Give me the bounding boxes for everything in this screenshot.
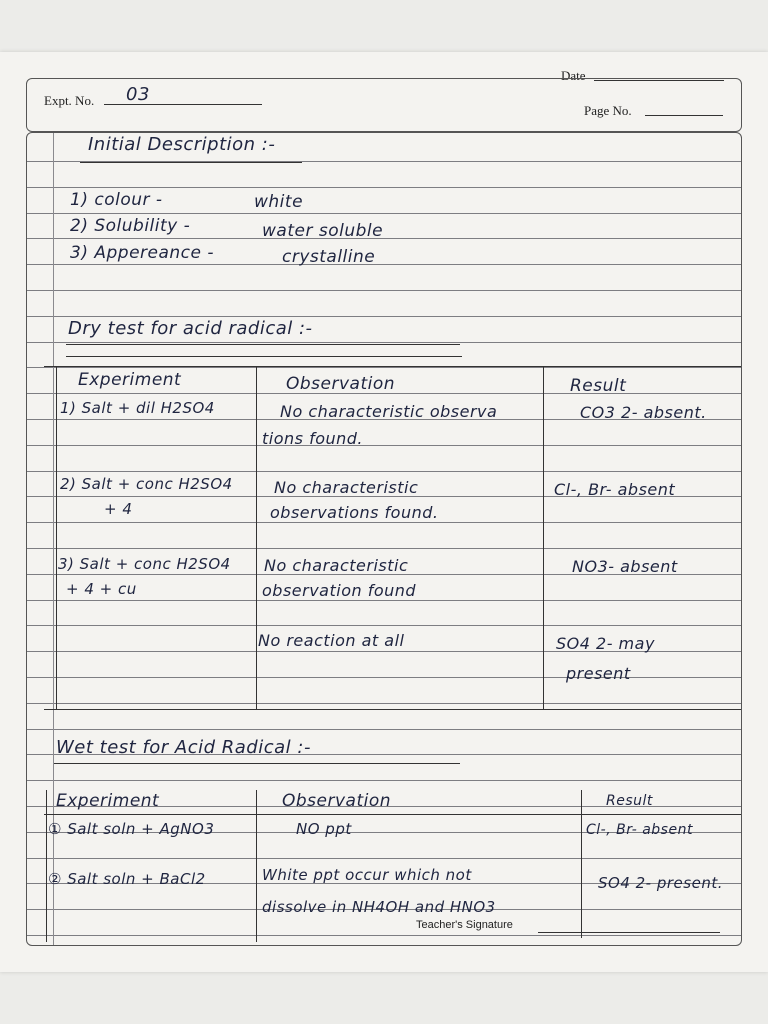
initial-heading: Initial Description :- (88, 134, 276, 155)
wet-row-1-res: Cl-, Br- absent (586, 822, 693, 838)
dry-row-3-obs-line2: observation found (262, 581, 417, 600)
dry-table-bottom (44, 709, 741, 710)
expt-value: 03 (126, 84, 150, 105)
initial-item-2-value: water soluble (262, 221, 384, 241)
ruled-line (27, 729, 741, 730)
dry-heading: Dry test for acid radical :- (68, 318, 313, 339)
initial-item-1-value: white (254, 192, 304, 212)
ruled-line (27, 625, 741, 626)
dry-row-1-obs-line2: tions found. (262, 429, 364, 448)
date-label: Date (561, 68, 586, 83)
wet-col-result: Result (606, 793, 653, 809)
ruled-line (27, 858, 741, 859)
dry-row-1-exp: 1) Salt + dil H2SO4 (60, 399, 215, 417)
dry-col-divider-1 (256, 366, 257, 709)
initial-item-3-label: 3) Appereance - (70, 243, 215, 263)
wet-row-1-exp: ① Salt soln + AgNO3 (48, 820, 215, 838)
page-label: Page No. (584, 103, 632, 118)
wet-underline (54, 763, 460, 764)
ruled-line (27, 367, 741, 368)
dry-table-left (56, 366, 57, 709)
ruled-line (27, 935, 741, 936)
ruled-line (27, 703, 741, 704)
ruled-line (27, 290, 741, 291)
ruled-line (27, 342, 741, 343)
dry-col-result: Result (570, 376, 627, 396)
wet-row-2-obs-line2: dissolve in NH4OH and HNO3 (262, 898, 496, 916)
dry-row-4-res-line2: present (566, 664, 631, 683)
ruled-line (27, 677, 741, 678)
wet-col-experiment: Experiment (56, 791, 160, 811)
expt-label: Expt. No. (44, 93, 95, 108)
wet-col-observation: Observation (282, 791, 392, 811)
initial-item-3-value: crystalline (282, 247, 376, 267)
teacher-signature-line (538, 932, 720, 933)
ruled-line (27, 238, 741, 239)
dry-row-4-obs: No reaction at all (258, 631, 405, 650)
wet-row-2-res: SO4 2- present. (598, 874, 723, 892)
dry-col-experiment: Experiment (78, 370, 182, 390)
dry-row-2-exp-line1: 2) Salt + conc H2SO4 (60, 475, 233, 493)
dry-row-3-res: NO3- absent (572, 557, 678, 576)
ruled-line (27, 316, 741, 317)
dry-row-3-obs-line1: No characteristic (264, 556, 409, 575)
dry-col-divider-2 (543, 366, 544, 709)
initial-underline (80, 162, 302, 163)
dry-row-2-exp-line2: + 4 (104, 500, 133, 518)
initial-item-1-label: 1) colour - (70, 190, 163, 210)
ruled-line (27, 264, 741, 265)
dry-row-1-res: CO3 2- absent. (580, 403, 707, 422)
dry-col-observation: Observation (286, 374, 396, 394)
dry-row-3-exp-line2: + 4 + cu (66, 580, 137, 598)
teacher-signature-label: Teacher's Signature (416, 919, 513, 931)
ruled-line (27, 600, 741, 601)
dry-row-1-obs-line1: No characteristic observa (280, 402, 498, 421)
ruled-line (27, 548, 741, 549)
ruled-line (27, 187, 741, 188)
initial-item-2-label: 2) Solubility - (70, 216, 191, 236)
wet-heading: Wet test for Acid Radical :- (56, 737, 311, 758)
dry-row-4-res-line1: SO4 2- may (556, 634, 655, 653)
ruled-line (27, 213, 741, 214)
dry-table-top (44, 366, 741, 367)
ruled-line (27, 522, 741, 523)
dry-row-2-obs-line1: No characteristic (274, 478, 419, 497)
ruled-line (27, 780, 741, 781)
wet-row-1-obs: NO ppt (296, 820, 352, 838)
wet-table-header-line (44, 814, 741, 815)
wet-row-2-exp: ② Salt soln + BaCl2 (48, 870, 206, 888)
page-line (645, 115, 723, 116)
wet-row-2-obs-line1: White ppt occur which not (262, 866, 472, 884)
dry-row-3-exp-line1: 3) Salt + conc H2SO4 (58, 555, 231, 573)
dry-row-2-res: Cl-, Br- absent (554, 480, 676, 499)
wet-col-divider-1 (256, 790, 257, 942)
dry-underline (66, 344, 460, 345)
ruled-line (27, 471, 741, 472)
ruled-line (27, 445, 741, 446)
wet-col-divider-2 (581, 790, 582, 938)
wet-table-left (46, 790, 47, 942)
dry-row-2-obs-line2: observations found. (270, 503, 439, 522)
dry-underline-2 (66, 356, 462, 357)
